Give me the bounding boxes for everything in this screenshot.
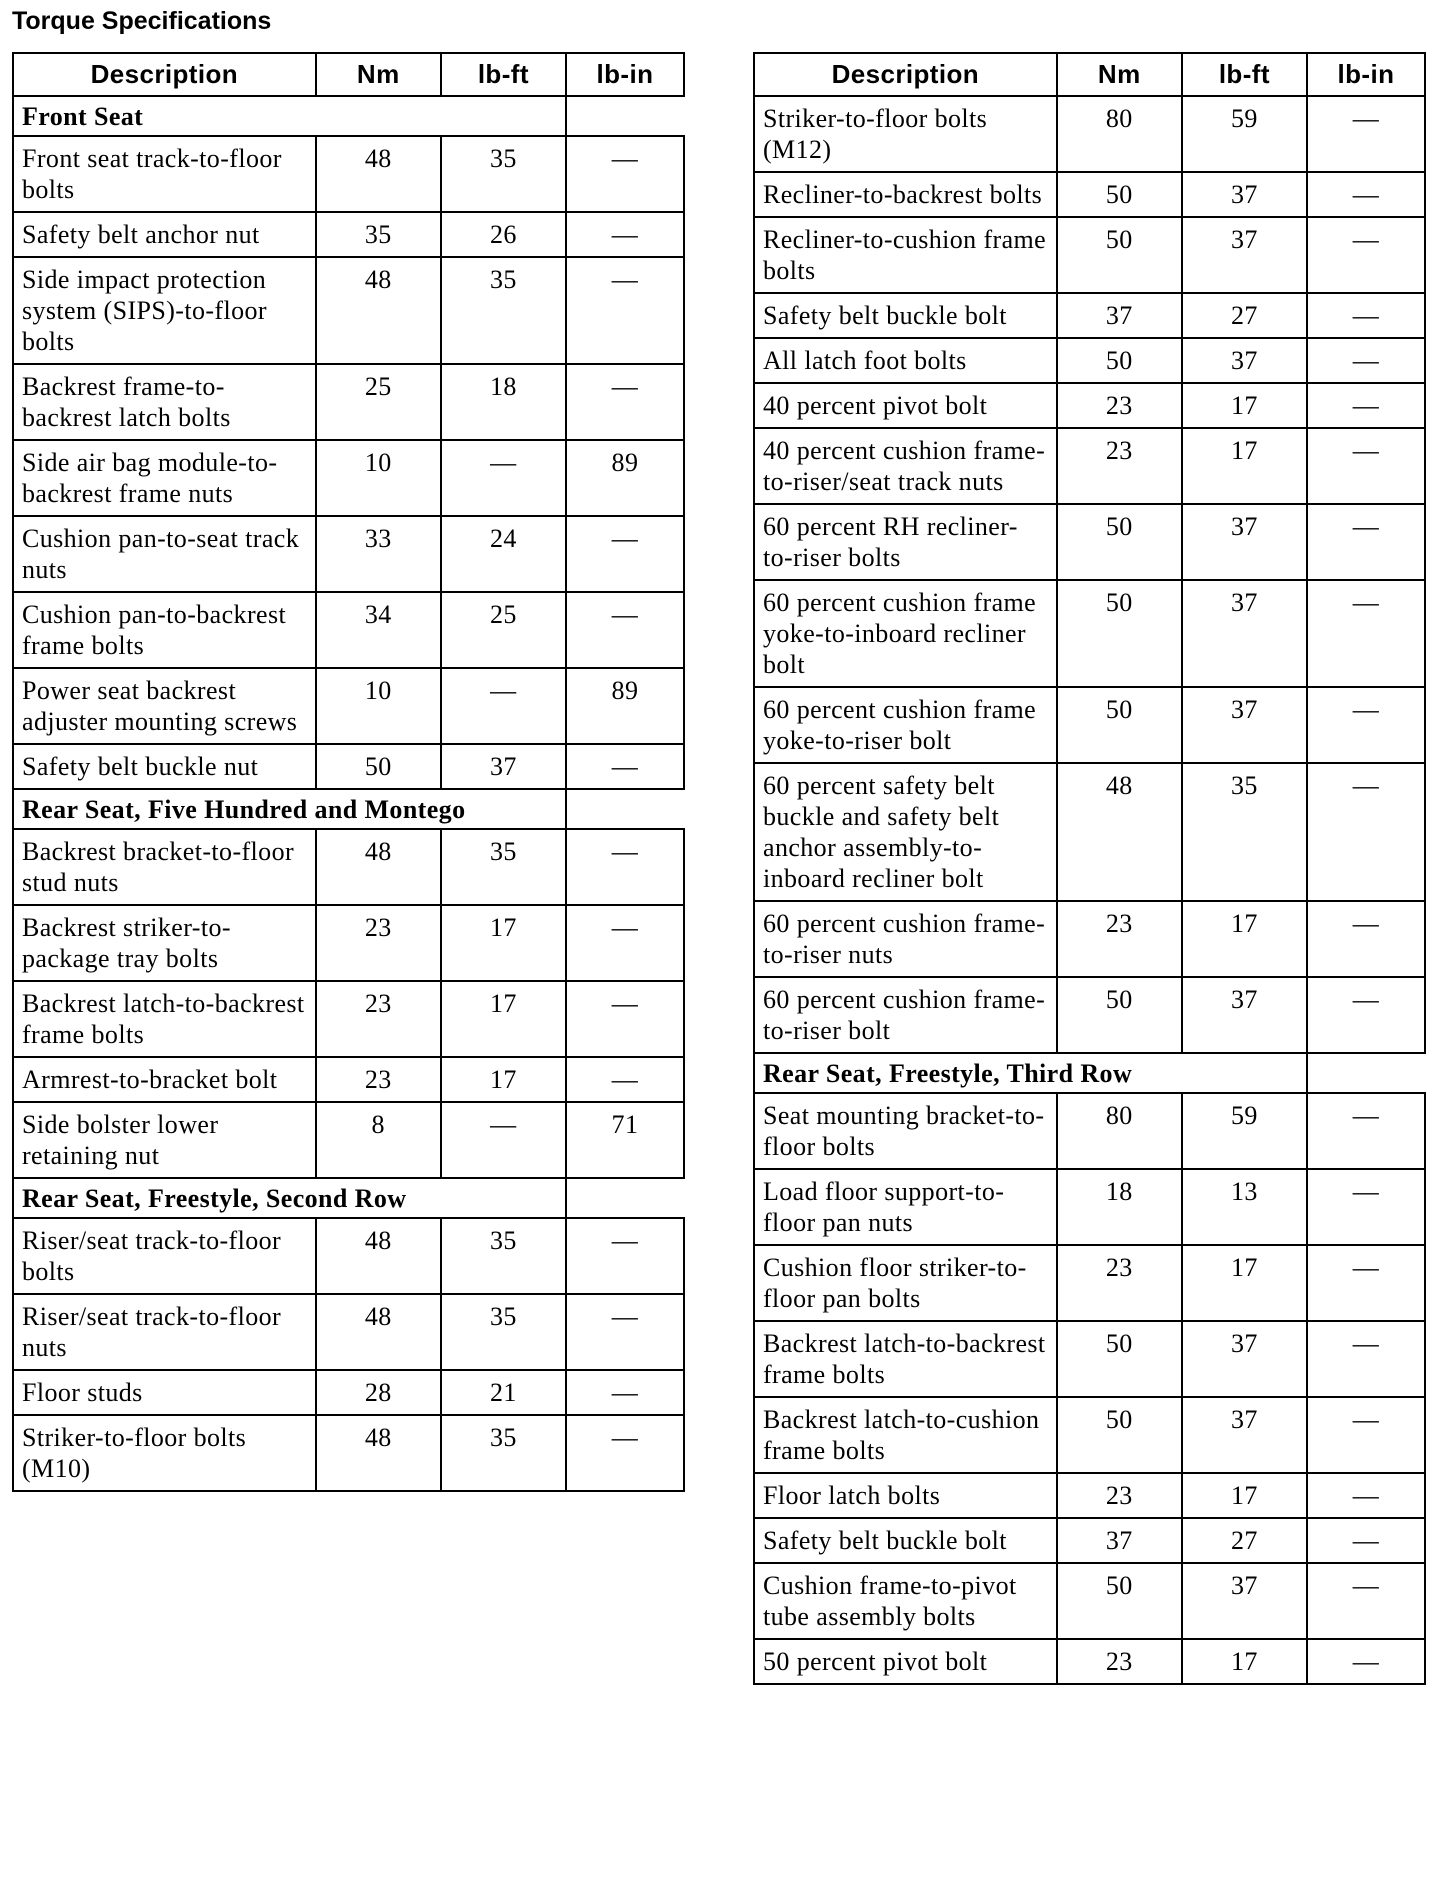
cell-description: 40 percent pivot bolt	[754, 383, 1057, 428]
table-row	[13, 829, 684, 905]
cell-lb-in: —	[1307, 1093, 1425, 1169]
section-gap	[566, 1178, 684, 1218]
cell-description: Cushion pan-to-seat track nuts	[13, 516, 316, 592]
cell-lb-ft: 17	[1182, 901, 1307, 977]
section-gap	[566, 96, 684, 136]
cell-lb-ft: 25	[441, 592, 566, 668]
cell-lb-ft: 35	[441, 829, 566, 905]
cell-lb-in: —	[566, 905, 684, 981]
cell-lb-ft: 24	[441, 516, 566, 592]
cell-description: Striker-to-floor bolts (M10)	[13, 1415, 316, 1491]
table-row	[13, 1370, 684, 1415]
table-row	[754, 1245, 1425, 1321]
cell-lb-in: —	[1307, 1563, 1425, 1639]
cell-lb-in: —	[566, 744, 684, 789]
cell-lb-in: —	[566, 1057, 684, 1102]
table-row	[13, 1057, 684, 1102]
cell-nm: 23	[1057, 428, 1182, 504]
cell-lb-in: —	[566, 592, 684, 668]
cell-nm: 23	[1057, 1245, 1182, 1321]
cell-lb-in: —	[566, 1294, 684, 1370]
column-header-description: Description	[13, 53, 316, 96]
cell-lb-ft: 35	[1182, 763, 1307, 901]
cell-nm: 80	[1057, 1093, 1182, 1169]
section-header-row	[13, 96, 684, 136]
cell-lb-ft: 17	[1182, 383, 1307, 428]
cell-nm: 23	[316, 981, 441, 1057]
cell-description: Backrest striker-to-package tray bolts	[13, 905, 316, 981]
table-row	[13, 440, 684, 516]
cell-lb-ft: 37	[1182, 338, 1307, 383]
torque-table-left	[12, 52, 685, 1492]
table-row	[754, 1397, 1425, 1473]
cell-lb-in: —	[566, 1415, 684, 1491]
column-header-nm: Nm	[1057, 53, 1182, 96]
table-row	[13, 257, 684, 364]
cell-nm: 48	[316, 257, 441, 364]
cell-lb-ft: 35	[441, 136, 566, 212]
table-row	[754, 96, 1425, 172]
cell-description: Side impact protection system (SIPS)-to-floor bolts	[13, 257, 316, 364]
cell-description: Safety belt buckle nut	[13, 744, 316, 789]
cell-nm: 48	[316, 1218, 441, 1294]
cell-lb-ft: 26	[441, 212, 566, 257]
cell-description: Striker-to-floor bolts (M12)	[754, 96, 1057, 172]
table-row	[754, 338, 1425, 383]
cell-lb-in: 89	[566, 668, 684, 744]
cell-description: Backrest latch-to-backrest frame bolts	[13, 981, 316, 1057]
cell-nm: 50	[1057, 338, 1182, 383]
cell-lb-in: 71	[566, 1102, 684, 1178]
cell-nm: 33	[316, 516, 441, 592]
cell-lb-in: —	[566, 1370, 684, 1415]
cell-nm: 37	[1057, 1518, 1182, 1563]
table-row	[754, 1639, 1425, 1684]
cell-nm: 23	[316, 1057, 441, 1102]
cell-lb-ft: 17	[1182, 1473, 1307, 1518]
section-header-row	[754, 1053, 1425, 1093]
cell-description: Backrest latch-to-cushion frame bolts	[754, 1397, 1057, 1473]
cell-lb-in: —	[1307, 504, 1425, 580]
table-row	[754, 1321, 1425, 1397]
cell-lb-ft: 37	[1182, 580, 1307, 687]
cell-lb-ft: —	[441, 440, 566, 516]
cell-lb-in: —	[566, 981, 684, 1057]
cell-nm: 48	[316, 1415, 441, 1491]
cell-nm: 50	[1057, 1321, 1182, 1397]
cell-lb-in: —	[566, 257, 684, 364]
cell-nm: 48	[316, 1294, 441, 1370]
table-row	[13, 136, 684, 212]
cell-lb-ft: 37	[1182, 172, 1307, 217]
cell-nm: 50	[1057, 504, 1182, 580]
column-header-nm: Nm	[316, 53, 441, 96]
torque-table-right	[753, 52, 1426, 1685]
table-row	[754, 428, 1425, 504]
cell-description: Safety belt buckle bolt	[754, 1518, 1057, 1563]
cell-description: Seat mounting bracket-to-floor bolts	[754, 1093, 1057, 1169]
table-row	[754, 580, 1425, 687]
table-row	[754, 504, 1425, 580]
cell-nm: 50	[1057, 977, 1182, 1053]
section-gap	[566, 789, 684, 829]
cell-lb-ft: 35	[441, 1218, 566, 1294]
table-row	[13, 981, 684, 1057]
cell-nm: 50	[1057, 687, 1182, 763]
cell-description: 60 percent cushion frame-to-riser bolt	[754, 977, 1057, 1053]
table-row	[754, 901, 1425, 977]
table-row	[13, 592, 684, 668]
cell-lb-ft: 35	[441, 1294, 566, 1370]
cell-description: Riser/seat track-to-floor nuts	[13, 1294, 316, 1370]
cell-description: Backrest bracket-to-floor stud nuts	[13, 829, 316, 905]
table-row	[13, 668, 684, 744]
cell-nm: 48	[316, 136, 441, 212]
table-row	[754, 172, 1425, 217]
cell-lb-ft: —	[441, 668, 566, 744]
cell-lb-ft: 17	[1182, 1245, 1307, 1321]
cell-lb-ft: 37	[1182, 1321, 1307, 1397]
cell-lb-ft: 37	[1182, 217, 1307, 293]
cell-description: Riser/seat track-to-floor bolts	[13, 1218, 316, 1294]
column-header-lb-in: lb-in	[1307, 53, 1425, 96]
cell-lb-ft: 17	[441, 981, 566, 1057]
column-header-description: Description	[754, 53, 1057, 96]
cell-nm: 28	[316, 1370, 441, 1415]
cell-lb-ft: 59	[1182, 96, 1307, 172]
cell-nm: 80	[1057, 96, 1182, 172]
section-title: Rear Seat, Five Hundred and Montego	[13, 789, 566, 829]
cell-nm: 50	[1057, 172, 1182, 217]
table-row	[13, 516, 684, 592]
cell-description: Load floor support-to-floor pan nuts	[754, 1169, 1057, 1245]
cell-lb-ft: 37	[1182, 504, 1307, 580]
cell-nm: 50	[316, 744, 441, 789]
cell-description: Backrest frame-to-backrest latch bolts	[13, 364, 316, 440]
cell-lb-ft: 37	[1182, 977, 1307, 1053]
section-title: Rear Seat, Freestyle, Second Row	[13, 1178, 566, 1218]
cell-lb-ft: 17	[1182, 428, 1307, 504]
cell-lb-in: —	[1307, 293, 1425, 338]
table-row	[754, 1518, 1425, 1563]
cell-nm: 37	[1057, 293, 1182, 338]
table-row	[754, 763, 1425, 901]
cell-lb-in: —	[1307, 763, 1425, 901]
table-row	[754, 1093, 1425, 1169]
cell-lb-ft: 27	[1182, 293, 1307, 338]
table-row	[13, 1294, 684, 1370]
cell-description: All latch foot bolts	[754, 338, 1057, 383]
section-gap	[1307, 1053, 1425, 1093]
cell-nm: 50	[1057, 1397, 1182, 1473]
cell-description: 50 percent pivot bolt	[754, 1639, 1057, 1684]
table-row	[13, 364, 684, 440]
cell-description: 40 percent cushion frame-to-riser/seat track nuts	[754, 428, 1057, 504]
cell-lb-in: —	[1307, 1518, 1425, 1563]
cell-lb-in: —	[1307, 1245, 1425, 1321]
cell-lb-in: —	[1307, 580, 1425, 687]
cell-lb-ft: 17	[1182, 1639, 1307, 1684]
cell-lb-in: —	[1307, 96, 1425, 172]
page-title: Torque Specifications	[12, 7, 272, 35]
table-row	[13, 1102, 684, 1178]
column-header-lb-ft: lb-ft	[441, 53, 566, 96]
cell-nm: 10	[316, 668, 441, 744]
cell-description: Side bolster lower retaining nut	[13, 1102, 316, 1178]
cell-lb-in: —	[1307, 1397, 1425, 1473]
cell-nm: 10	[316, 440, 441, 516]
cell-description: Cushion pan-to-backrest frame bolts	[13, 592, 316, 668]
cell-nm: 48	[316, 829, 441, 905]
cell-description: Safety belt buckle bolt	[754, 293, 1057, 338]
cell-lb-in: —	[1307, 687, 1425, 763]
cell-description: Armrest-to-bracket bolt	[13, 1057, 316, 1102]
cell-nm: 48	[1057, 763, 1182, 901]
cell-description: 60 percent cushion frame yoke-to-riser bolt	[754, 687, 1057, 763]
cell-nm: 23	[1057, 383, 1182, 428]
table-row	[754, 217, 1425, 293]
table-row	[754, 1169, 1425, 1245]
cell-lb-ft: 35	[441, 257, 566, 364]
section-title: Rear Seat, Freestyle, Third Row	[754, 1053, 1307, 1093]
cell-lb-ft: 17	[441, 1057, 566, 1102]
cell-lb-in: —	[1307, 977, 1425, 1053]
table-row	[13, 744, 684, 789]
table-row	[754, 1563, 1425, 1639]
cell-nm: 50	[1057, 217, 1182, 293]
cell-description: Recliner-to-backrest bolts	[754, 172, 1057, 217]
cell-lb-in: —	[1307, 383, 1425, 428]
cell-lb-in: —	[1307, 1639, 1425, 1684]
cell-description: Backrest latch-to-backrest frame bolts	[754, 1321, 1057, 1397]
cell-description: 60 percent safety belt buckle and safety belt anchor assembly-to-inboard recliner bolt	[754, 763, 1057, 901]
cell-lb-ft: 17	[441, 905, 566, 981]
table-row	[13, 1218, 684, 1294]
cell-lb-ft: 27	[1182, 1518, 1307, 1563]
cell-nm: 18	[1057, 1169, 1182, 1245]
table-row	[13, 212, 684, 257]
cell-nm: 23	[1057, 1639, 1182, 1684]
table-row	[754, 383, 1425, 428]
table-row	[754, 293, 1425, 338]
cell-description: Side air bag module-to-backrest frame nuts	[13, 440, 316, 516]
cell-description: Cushion frame-to-pivot tube assembly bolts	[754, 1563, 1057, 1639]
table-header-row	[754, 53, 1425, 96]
cell-lb-ft: 59	[1182, 1093, 1307, 1169]
cell-nm: 50	[1057, 580, 1182, 687]
cell-lb-ft: 21	[441, 1370, 566, 1415]
cell-lb-in: —	[1307, 1169, 1425, 1245]
cell-nm: 34	[316, 592, 441, 668]
cell-lb-ft: 35	[441, 1415, 566, 1491]
cell-lb-in: —	[566, 1218, 684, 1294]
table-row	[754, 977, 1425, 1053]
section-title: Front Seat	[13, 96, 566, 136]
cell-description: Recliner-to-cushion frame bolts	[754, 217, 1057, 293]
section-header-row	[13, 1178, 684, 1218]
cell-lb-ft: 37	[1182, 1397, 1307, 1473]
cell-lb-in: —	[1307, 901, 1425, 977]
cell-nm: 25	[316, 364, 441, 440]
table-row	[754, 687, 1425, 763]
cell-description: Safety belt anchor nut	[13, 212, 316, 257]
cell-lb-ft: 37	[1182, 687, 1307, 763]
cell-nm: 23	[1057, 1473, 1182, 1518]
cell-description: 60 percent cushion frame-to-riser nuts	[754, 901, 1057, 977]
cell-lb-in: —	[1307, 1473, 1425, 1518]
cell-description: Power seat backrest adjuster mounting screws	[13, 668, 316, 744]
cell-description: Floor studs	[13, 1370, 316, 1415]
cell-lb-in: —	[566, 136, 684, 212]
cell-nm: 23	[1057, 901, 1182, 977]
cell-description: Cushion floor striker-to-floor pan bolts	[754, 1245, 1057, 1321]
cell-nm: 35	[316, 212, 441, 257]
cell-lb-ft: 18	[441, 364, 566, 440]
cell-description: 60 percent cushion frame yoke-to-inboard recliner bolt	[754, 580, 1057, 687]
cell-lb-ft: —	[441, 1102, 566, 1178]
cell-description: 60 percent RH recliner-to-riser bolts	[754, 504, 1057, 580]
table-row	[13, 905, 684, 981]
column-header-lb-in: lb-in	[566, 53, 684, 96]
cell-lb-in: —	[566, 516, 684, 592]
cell-nm: 23	[316, 905, 441, 981]
cell-lb-in: 89	[566, 440, 684, 516]
cell-lb-in: —	[1307, 338, 1425, 383]
cell-lb-in: —	[1307, 428, 1425, 504]
cell-lb-ft: 37	[441, 744, 566, 789]
cell-lb-in: —	[1307, 217, 1425, 293]
cell-description: Floor latch bolts	[754, 1473, 1057, 1518]
cell-nm: 50	[1057, 1563, 1182, 1639]
table-header-row	[13, 53, 684, 96]
cell-nm: 8	[316, 1102, 441, 1178]
table-row	[754, 1473, 1425, 1518]
cell-lb-in: —	[566, 212, 684, 257]
cell-lb-ft: 37	[1182, 1563, 1307, 1639]
column-header-lb-ft: lb-ft	[1182, 53, 1307, 96]
cell-lb-ft: 13	[1182, 1169, 1307, 1245]
cell-lb-in: —	[1307, 172, 1425, 217]
section-header-row	[13, 789, 684, 829]
cell-lb-in: —	[566, 829, 684, 905]
table-row	[13, 1415, 684, 1491]
cell-lb-in: —	[566, 364, 684, 440]
cell-description: Front seat track-to-floor bolts	[13, 136, 316, 212]
cell-lb-in: —	[1307, 1321, 1425, 1397]
